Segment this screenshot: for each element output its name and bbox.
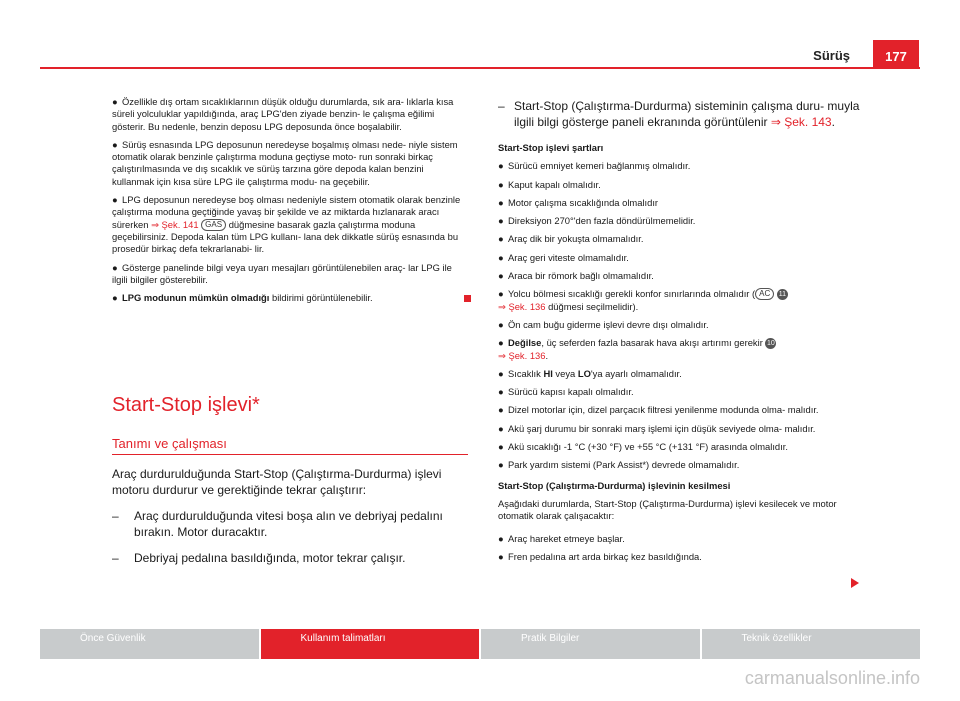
- lpg-bullet-1: ● Özellikle dış ortam sıcaklıklarının düşük olduğu durumlarda, sık ara- lıklarla kısa süreli yolculuklar yapıldığında, araç LPG'den ziyade benzin- le çalışma eğilimi gösterir. Bu nedenle, benzin deposu LPG deposunda önce boşalabilir.: [112, 96, 454, 132]
- bullet-icon: ●: [498, 550, 504, 562]
- bullet-icon: ●: [498, 233, 504, 245]
- conditions-list: [498, 142, 863, 563]
- condition-item: ● Park yardım sistemi (Park Assist*) devrede olmamalıdır.: [498, 459, 740, 471]
- bullet-icon: ●: [498, 178, 504, 190]
- bullet-icon: ●: [498, 422, 504, 434]
- subsection-title: Tanımı ve çalışması: [112, 436, 227, 451]
- figure-link[interactable]: ⇒ Şek. 143: [770, 115, 832, 129]
- intro-block: [112, 466, 468, 566]
- bullet-icon: ●: [498, 367, 504, 379]
- condition-item: ● Araç dik bir yokuşta olmamalıdır.: [498, 233, 644, 245]
- condition-item: ● Sürücü emniyet kemeri bağlanmış olmalıdır.: [498, 160, 691, 172]
- watermark: carmanualsonline.info: [744, 668, 920, 688]
- lpg-bullet-5: ● LPG modunun mümkün olmadığı bildirimi görüntülenebilir.: [112, 292, 467, 304]
- footer-nav: [40, 629, 920, 659]
- bullet-icon: ●: [112, 261, 118, 273]
- bullet-icon: ●: [498, 215, 504, 227]
- page-number: 177: [873, 40, 919, 68]
- deactivation-heading: Start-Stop (Çalıştırma-Durdurma) işlevinin kesilmesi: [498, 479, 731, 491]
- bullet-icon: ●: [498, 386, 504, 398]
- intro-paragraph: Araç durdurulduğunda Start-Stop (Çalıştırma-Durdurma) işlevi motoru durdurur ve gerektiğinde tekrar çalıştırır:: [112, 467, 442, 497]
- bullet-icon: ●: [498, 270, 504, 282]
- section-title: Start-Stop işlevi*: [112, 394, 260, 416]
- figure-link[interactable]: ⇒ Şek. 141: [151, 218, 199, 230]
- tab-practical[interactable]: Pratik Bilgiler: [481, 629, 700, 659]
- condition-item: ● Yolcu bölmesi sıcaklığı gerekli konfor sınırlarında olmalıdır ( AC 11 ⇒ Şek. 136 düğmesi seçilmelidir).: [498, 288, 787, 312]
- right-column: [498, 98, 863, 569]
- tab-operation[interactable]: Kullanım talimatları: [261, 629, 480, 659]
- lpg-bullet-4: ● Gösterge panelinde bilgi veya uyarı mesajları görüntülenebilen araç- lar LPG ile ilgili bilgiler gösterebilir.: [112, 261, 452, 285]
- bullet-icon: ●: [112, 292, 118, 304]
- ac-key-icon: AC: [755, 288, 774, 300]
- callout-number-icon: 10: [767, 340, 775, 348]
- condition-item: ● Akü sıcaklığı -1 °C (+30 °F) ve +55 °C (+131 °F) arasında olmalıdır.: [498, 441, 788, 453]
- condition-item: ● Dizel motorlar için, dizel parçacık filtresi yenilenme modunda olma- malıdır.: [498, 404, 819, 416]
- bullet-icon: ●: [112, 96, 118, 107]
- condition-item: ● Değilse, üç seferden fazla basarak hava akışı artırımı gerekir 10 ⇒ Şek. 136.: [498, 337, 775, 361]
- bullet-icon: ●: [498, 404, 504, 416]
- condition-item: ● Motor çalışma sıcaklığında olmalıdır: [498, 196, 659, 208]
- bullet-icon: ●: [498, 251, 504, 263]
- bullet-icon: ●: [498, 459, 504, 471]
- bullet-icon: ●: [498, 196, 504, 208]
- bullet-icon: ●: [498, 288, 504, 300]
- continue-arrow-icon: [851, 578, 859, 588]
- bullet-icon: ●: [112, 194, 118, 206]
- status-info-item: – Start-Stop (Çalıştırma-Durdurma) sisteminin çalışma duru- muyla ilgili bilgi gösterge paneli ekranında görüntülenir ⇒ Şek. 143.: [498, 99, 860, 129]
- lpg-bullet-3: ● LPG deposunun neredeyse boş olması nedeniyle sistem otomatik olarak benzinle çalıştırma moduna geçtiğinde yavaş bir şekilde ve az miktarda hızlanarak aracı sürerken ⇒ Şek. 141 GAS düğmesine basarak gazla çalıştırma moduna geçebilirsiniz. Depoda kalan tüm LPG kullanı- lana dek dikkatle sürüş esnasında bu prosedür birkaç defa tekrarlanabi- lir.: [112, 194, 461, 255]
- dash-item-2: – Debriyaj pedalına basıldığında, motor tekrar çalışır.: [112, 551, 406, 565]
- bullet-icon: ●: [498, 441, 504, 453]
- condition-item: ● Direksiyon 270°'den fazla döndürülmemelidir.: [498, 215, 696, 227]
- condition-item: ● Sürücü kapısı kapalı olmalıdır.: [498, 386, 634, 398]
- bullet-icon: ●: [498, 532, 504, 544]
- header-title: Sürüş: [813, 48, 850, 63]
- deactivation-item: ● Araç hareket etmeye başlar.: [498, 532, 625, 544]
- conditions-heading: Start-Stop işlevi şartları: [498, 142, 604, 153]
- deactivation-intro: Aşağıdaki durumlarda, Start-Stop (Çalıştırma-Durdurma) işlevi kesilecek ve motor otomatik olarak çalışacaktır:: [498, 497, 837, 522]
- condition-item: ● Kaput kapalı olmalıdır.: [498, 178, 601, 190]
- figure-link[interactable]: ⇒ Şek. 136: [498, 349, 546, 361]
- tab-safety[interactable]: Önce Güvenlik: [40, 629, 259, 659]
- figure-link[interactable]: ⇒ Şek. 136: [498, 300, 546, 312]
- lpg-bullet-2: ● Sürüş esnasında LPG deposunun neredeyse boşalmış olması nede- niyle sistem otomatik olarak benzinle çalıştırma moduna geçtiyse moto- run sonraki birkaç çalıştırılmasında ve dış sıcaklık ve sürüş tarzına göre depoda kalan benzini kullanmak için kısa süre LPG ile çalıştırma modu- na geçebilir.: [112, 138, 458, 187]
- deactivation-item: ● Fren pedalına art arda birkaç kez basıldığında.: [498, 550, 702, 562]
- condition-item: ● Akü şarj durumu bir sonraki marş işlemi için düşük seviyede olma- malıdır.: [498, 422, 816, 434]
- condition-item: ● Ön cam buğu giderme işlevi devre dışı olmalıdır.: [498, 318, 709, 330]
- dash-item-1: – Araç durdurulduğunda vitesi boşa alın ve debriyaj pedalını bırakın. Motor duracaktır.: [112, 509, 443, 539]
- bullet-icon: ●: [112, 138, 118, 150]
- tab-technical[interactable]: Teknik özellikler: [702, 629, 921, 659]
- condition-item: ● Sıcaklık HI veya LO'ya ayarlı olmamalıdır.: [498, 367, 682, 379]
- left-column: [112, 96, 467, 310]
- bullet-icon: ●: [498, 318, 504, 330]
- gas-key-icon: GAS: [201, 219, 226, 231]
- callout-number-icon: 11: [778, 291, 787, 299]
- section-end-marker-icon: [464, 295, 471, 302]
- header-rule: [40, 67, 920, 69]
- condition-item: ● Araca bir römork bağlı olmamalıdır.: [498, 270, 654, 282]
- bullet-icon: ●: [498, 337, 504, 349]
- subsection-rule: [112, 454, 468, 455]
- condition-item: ● Araç geri viteste olmamalıdır.: [498, 251, 629, 263]
- bullet-icon: ●: [498, 160, 504, 172]
